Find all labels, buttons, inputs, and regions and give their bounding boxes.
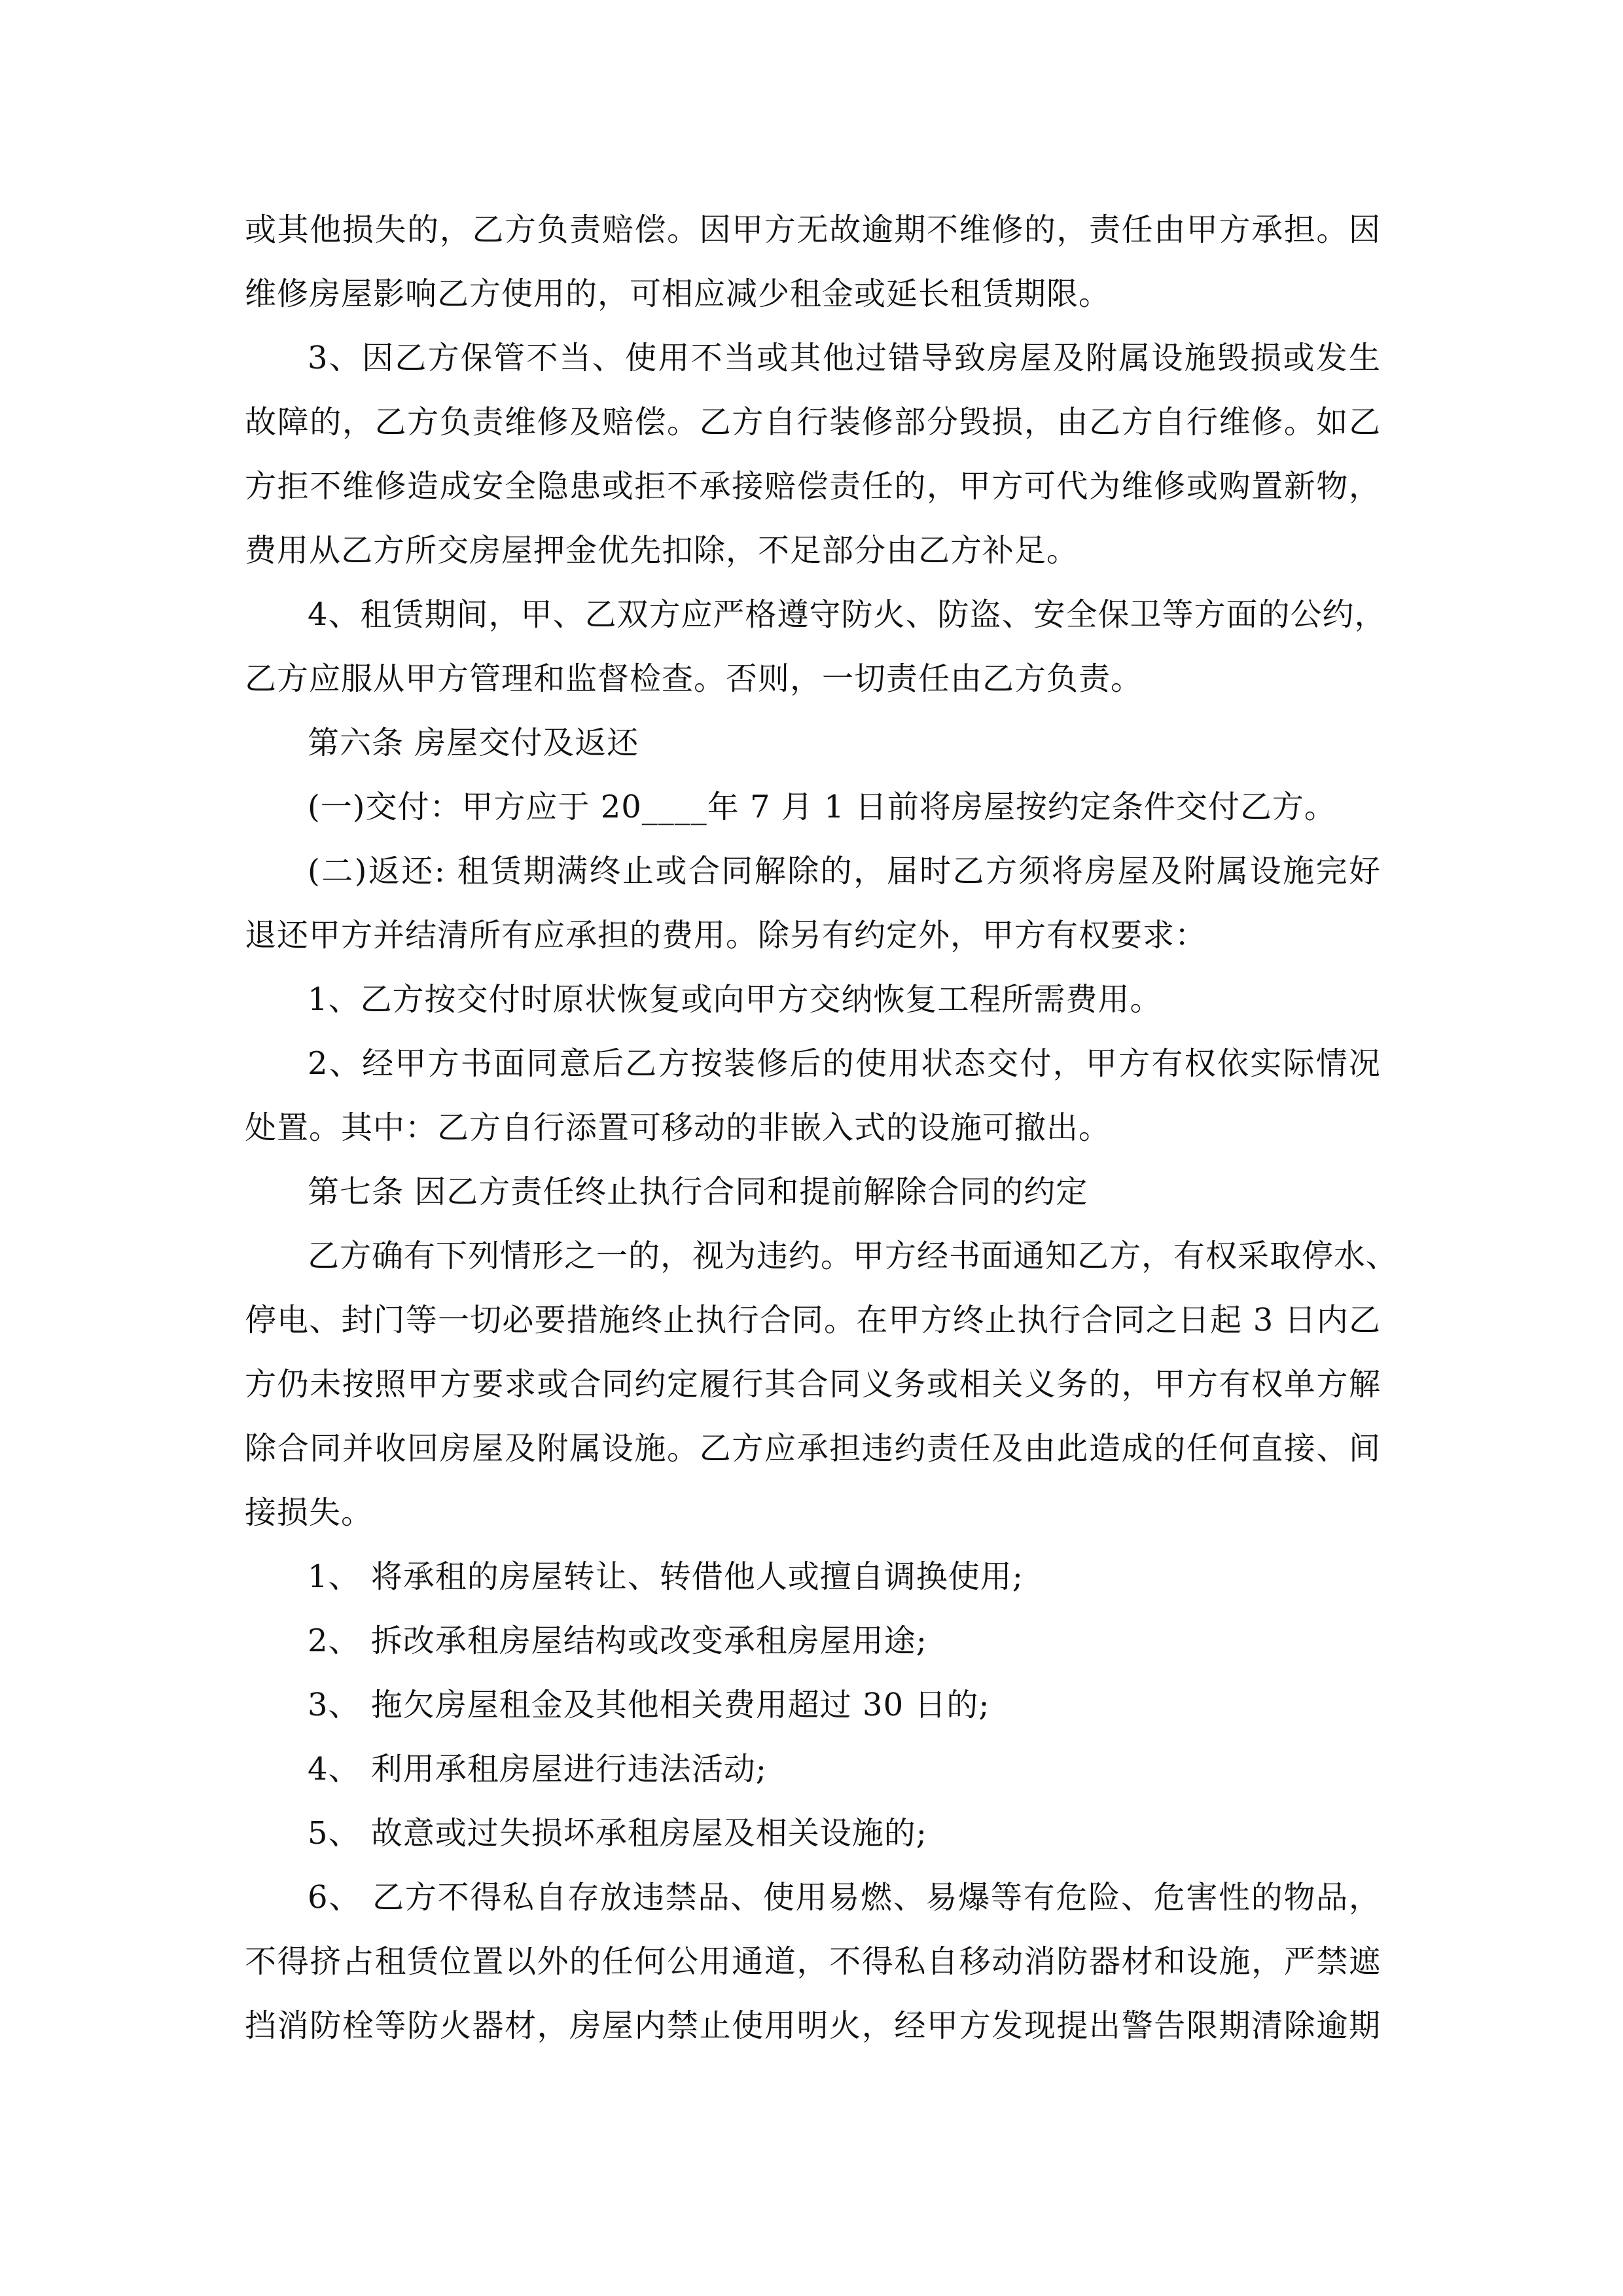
- list-item: 3、 拖欠房屋租金及其他相关费用超过 30 日的;: [308, 1687, 990, 1723]
- text-line: 4、租赁期间，甲、乙双方应严格遵守防火、防盗、安全保卫等方面的公约，: [308, 596, 1387, 633]
- text-line: 故障的，乙方负责维修及赔偿。乙方自行装修部分毁损，由乙方自行维修。如乙: [245, 404, 1381, 440]
- text-line: (二)返还: 租赁期满终止或合同解除的，届时乙方须将房屋及附属设施完好: [308, 853, 1381, 889]
- text-line: 停电、封门等一切必要措施终止执行合同。在甲方终止执行合同之日起 3 日内乙: [245, 1302, 1381, 1338]
- text-line: 除合同并收回房屋及附属设施。乙方应承担违约责任及由此造成的任何直接、间: [245, 1430, 1381, 1467]
- section-heading: 第六条 房屋交付及返还: [308, 725, 639, 761]
- text-line: (一)交付：甲方应于 20____年 7 月 1 日前将房屋按约定条件交付乙方。: [308, 789, 1336, 825]
- text-line: 乙方应服从甲方管理和监督检查。否则，一切责任由乙方负责。: [245, 660, 1143, 697]
- text-line: 挡消防栓等防火器材，房屋内禁止使用明火，经甲方发现提出警告限期清除逾期: [245, 2007, 1381, 2044]
- text-line: 不得挤占租赁位置以外的任何公用通道，不得私自移动消防器材和设施，严禁遮: [245, 1943, 1381, 1980]
- text-line: 1、乙方按交付时原状恢复或向甲方交纳恢复工程所需费用。: [308, 981, 1162, 1018]
- list-item: 5、 故意或过失损坏承租房屋及相关设施的;: [308, 1815, 927, 1852]
- list-item: 4、 利用承租房屋进行违法活动;: [308, 1751, 767, 1787]
- list-item: 6、 乙方不得私自存放违禁品、使用易燃、易爆等有危险、危害性的物品，: [308, 1879, 1381, 1916]
- text-line: 退还甲方并结清所有应承担的费用。除另有约定外，甲方有权要求：: [245, 917, 1207, 954]
- section-heading: 第七条 因乙方责任终止执行合同和提前解除合同的约定: [308, 1174, 1088, 1210]
- text-line: 方仍未按照甲方要求或合同约定履行其合同义务或相关义务的，甲方有权单方解: [245, 1366, 1381, 1403]
- text-line: 方拒不维修造成安全隐患或拒不承接赔偿责任的，甲方可代为维修或购置新物，: [245, 468, 1381, 505]
- text-line: 处置。其中：乙方自行添置可移动的非嵌入式的设施可撤出。: [245, 1109, 1111, 1146]
- list-item: 2、 拆改承租房屋结构或改变承租房屋用途;: [308, 1623, 927, 1659]
- text-line: 接损失。: [245, 1494, 374, 1531]
- document-body: [245, 198, 1399, 2058]
- text-line: 3、因乙方保管不当、使用不当或其他过错导致房屋及附属设施毁损或发生: [308, 340, 1381, 376]
- text-line: 乙方确有下列情形之一的，视为违约。甲方经书面通知乙方，有权采取停水、: [308, 1238, 1399, 1274]
- text-line: 2、经甲方书面同意后乙方按装修后的使用状态交付，甲方有权依实际情况: [308, 1045, 1381, 1082]
- text-line: 费用从乙方所交房屋押金优先扣除，不足部分由乙方补足。: [245, 532, 1079, 569]
- text-line: 维修房屋影响乙方使用的，可相应减少租金或延长租赁期限。: [245, 276, 1111, 312]
- list-item: 1、 将承租的房屋转让、转借他人或擅自调换使用;: [308, 1558, 1024, 1595]
- text-line: 或其他损失的，乙方负责赔偿。因甲方无故逾期不维修的，责任由甲方承担。因: [245, 211, 1381, 248]
